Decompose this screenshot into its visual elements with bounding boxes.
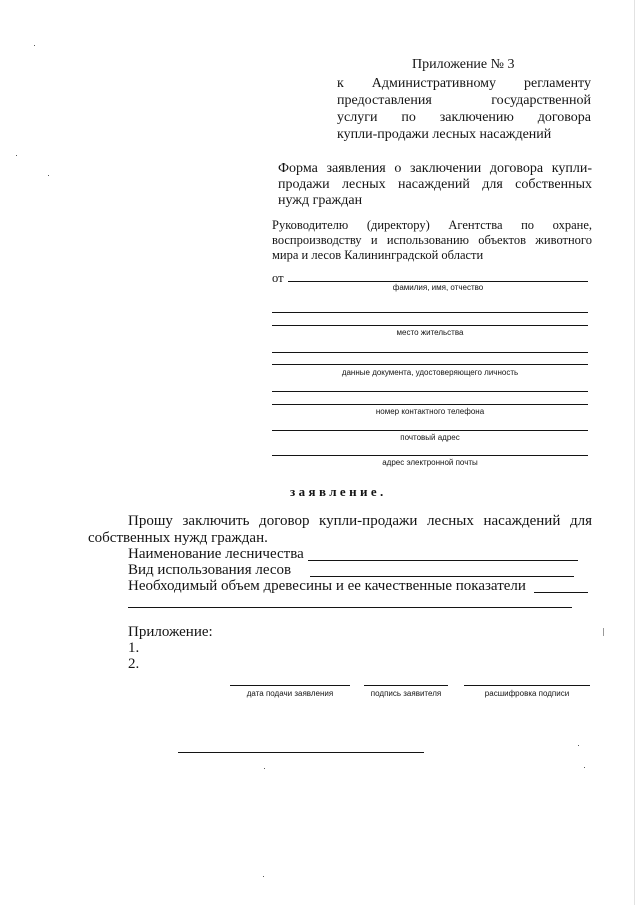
id-document-line-1 [272,352,588,353]
signature-line [364,685,448,686]
addressee-line-3: мира и лесов Калининградской области [272,248,484,262]
forest-use-label: Вид использования лесов [128,562,292,578]
attachment-item-1: 1. [128,640,140,656]
residence-line-1 [272,312,588,313]
forestry-label: Наименование лесничества [128,546,304,562]
forestry-field-line [308,560,578,561]
wood-volume-label: Необходимый объем древесины и ее качественные показатели [128,578,526,594]
statement-paragraph-line-2: собственных нужд граждан. [88,530,268,546]
email-line [272,455,588,456]
phone-line-2 [272,404,588,405]
statement-paragraph-line-1: Прошу заключить договор купли-продажи лесных насаждений для [128,513,592,529]
scan-speck [16,155,17,156]
appendix-line-2: предоставления государственной [337,93,591,108]
postal-caption: почтовый адрес [400,433,460,442]
appendix-line-4: купли-продажи лесных насаждений [337,127,552,142]
date-caption: дата подачи заявления [246,689,334,698]
from-label: от [272,271,284,285]
scan-edge-mark [603,628,604,636]
appendix-line-1: к Административному регламенту [337,76,591,91]
forest-use-field-line [310,576,574,577]
residence-caption: место жительства [396,328,464,337]
appendix-line-3: услуги по заключению договора [337,110,591,125]
scan-speck [578,745,579,746]
email-caption: адрес электронной почты [382,458,478,467]
bottom-blank-line [178,752,424,753]
decoding-caption: расшифровка подписи [484,689,570,698]
scan-speck [34,45,35,46]
id-document-line-2 [272,364,588,365]
addressee-line-1: Руководителю (директору) Агентства по охране, [272,218,592,232]
appendix-number: Приложение № 3 [412,57,515,72]
statement-heading: заявление. [290,484,387,499]
name-field-line [288,281,588,282]
signature-caption: подпись заявителя [370,689,442,698]
scan-speck [264,768,265,769]
attachment-item-2: 2. [128,656,140,672]
name-caption: фамилия, имя, отчество [392,283,484,292]
date-line [230,685,350,686]
scan-speck [584,767,585,768]
wood-volume-field-line [534,592,588,593]
attachments-label: Приложение: [128,624,213,640]
addressee-line-2: воспроизводству и использованию объектов животного [272,233,592,247]
form-title-line-2: продажи лесных насаждений для собственных [278,177,592,192]
scan-speck [263,876,264,877]
decoding-line [464,685,590,686]
residence-line-2 [272,325,588,326]
form-title-line-1: Форма заявления о заключении договора купли- [278,161,592,176]
form-title-line-3: нужд граждан [278,193,363,208]
scan-edge-mark [634,0,635,905]
postal-line [272,430,588,431]
scan-speck [48,175,49,176]
phone-caption: номер контактного телефона [375,407,485,416]
wood-volume-field-line-2 [128,607,572,608]
phone-line-1 [272,391,588,392]
id-document-caption: данные документа, удостоверяющего личность [341,368,519,377]
